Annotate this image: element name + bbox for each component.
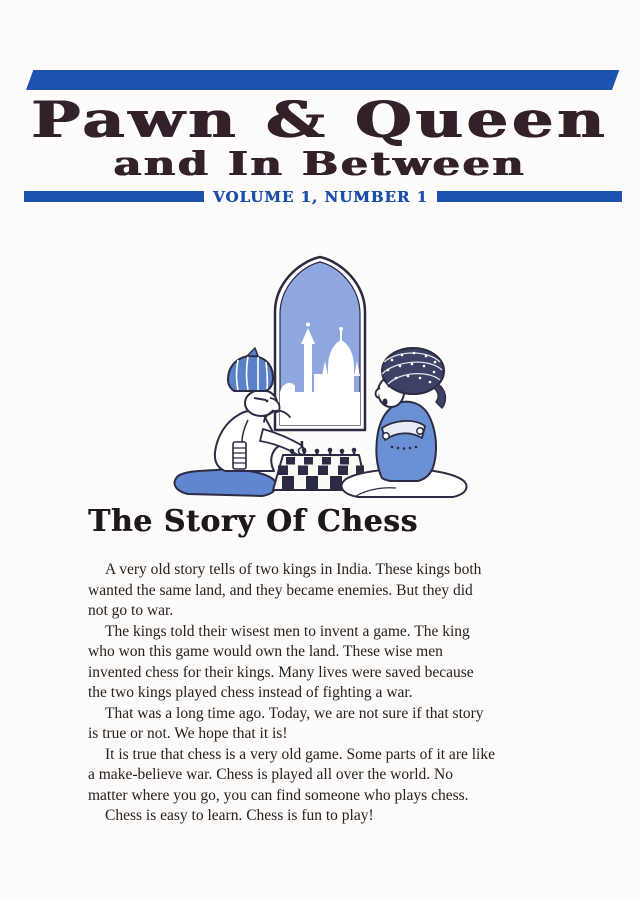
left-eye	[266, 400, 269, 403]
article-line: who won this game would own the land. These wise men	[88, 643, 443, 660]
newsletter-title-line1: Pawn & Queen	[31, 90, 609, 149]
newsletter-title-line2: and In Between	[113, 144, 527, 183]
article-line: wanted the same land, and they became enemies. But they did	[88, 581, 473, 599]
held-piece	[301, 441, 304, 448]
window-arch	[275, 257, 365, 430]
article-body	[88, 560, 568, 827]
article-line: matter where you go, you can find someone who plays chess.	[88, 786, 469, 804]
left-cushion	[175, 469, 277, 496]
right-robe	[376, 402, 436, 481]
article-heading: The Story Of Chess	[88, 504, 418, 539]
article-line: not go to war.	[88, 602, 174, 619]
article-line: invented chess for their kings. Many lives were saved because	[88, 663, 474, 681]
right-hand	[417, 428, 423, 434]
issue-row	[0, 190, 640, 204]
article-line: Chess is easy to learn. Chess is fun to play!	[105, 807, 374, 824]
turban-tail	[434, 384, 445, 408]
article-line: is true or not. We hope that it is!	[88, 725, 288, 742]
article-line: The kings told their wisest men to invent a game. The king	[105, 622, 470, 640]
article-line: a make-believe war. Chess is played all over the world. No	[88, 766, 453, 783]
chess-players-illustration	[170, 252, 470, 502]
issue-bar-left	[24, 191, 204, 202]
issue-bar-right	[437, 191, 622, 202]
right-mouth	[383, 399, 388, 406]
right-hand	[383, 433, 389, 439]
article-line: That was a long time ago. Today, we are not sure if that story	[105, 704, 484, 722]
article-line: the two kings played chess instead of fighting a war.	[88, 684, 413, 701]
issue-label: VOLUME 1, NUMBER 1	[212, 188, 429, 206]
article-line: It is true that chess is a very old game. Some parts of it are like	[105, 745, 495, 763]
article-line: A very old story tells of two kings in India. These kings both	[105, 561, 482, 578]
masthead-top-bar	[26, 70, 619, 90]
striped-sash	[233, 442, 246, 469]
